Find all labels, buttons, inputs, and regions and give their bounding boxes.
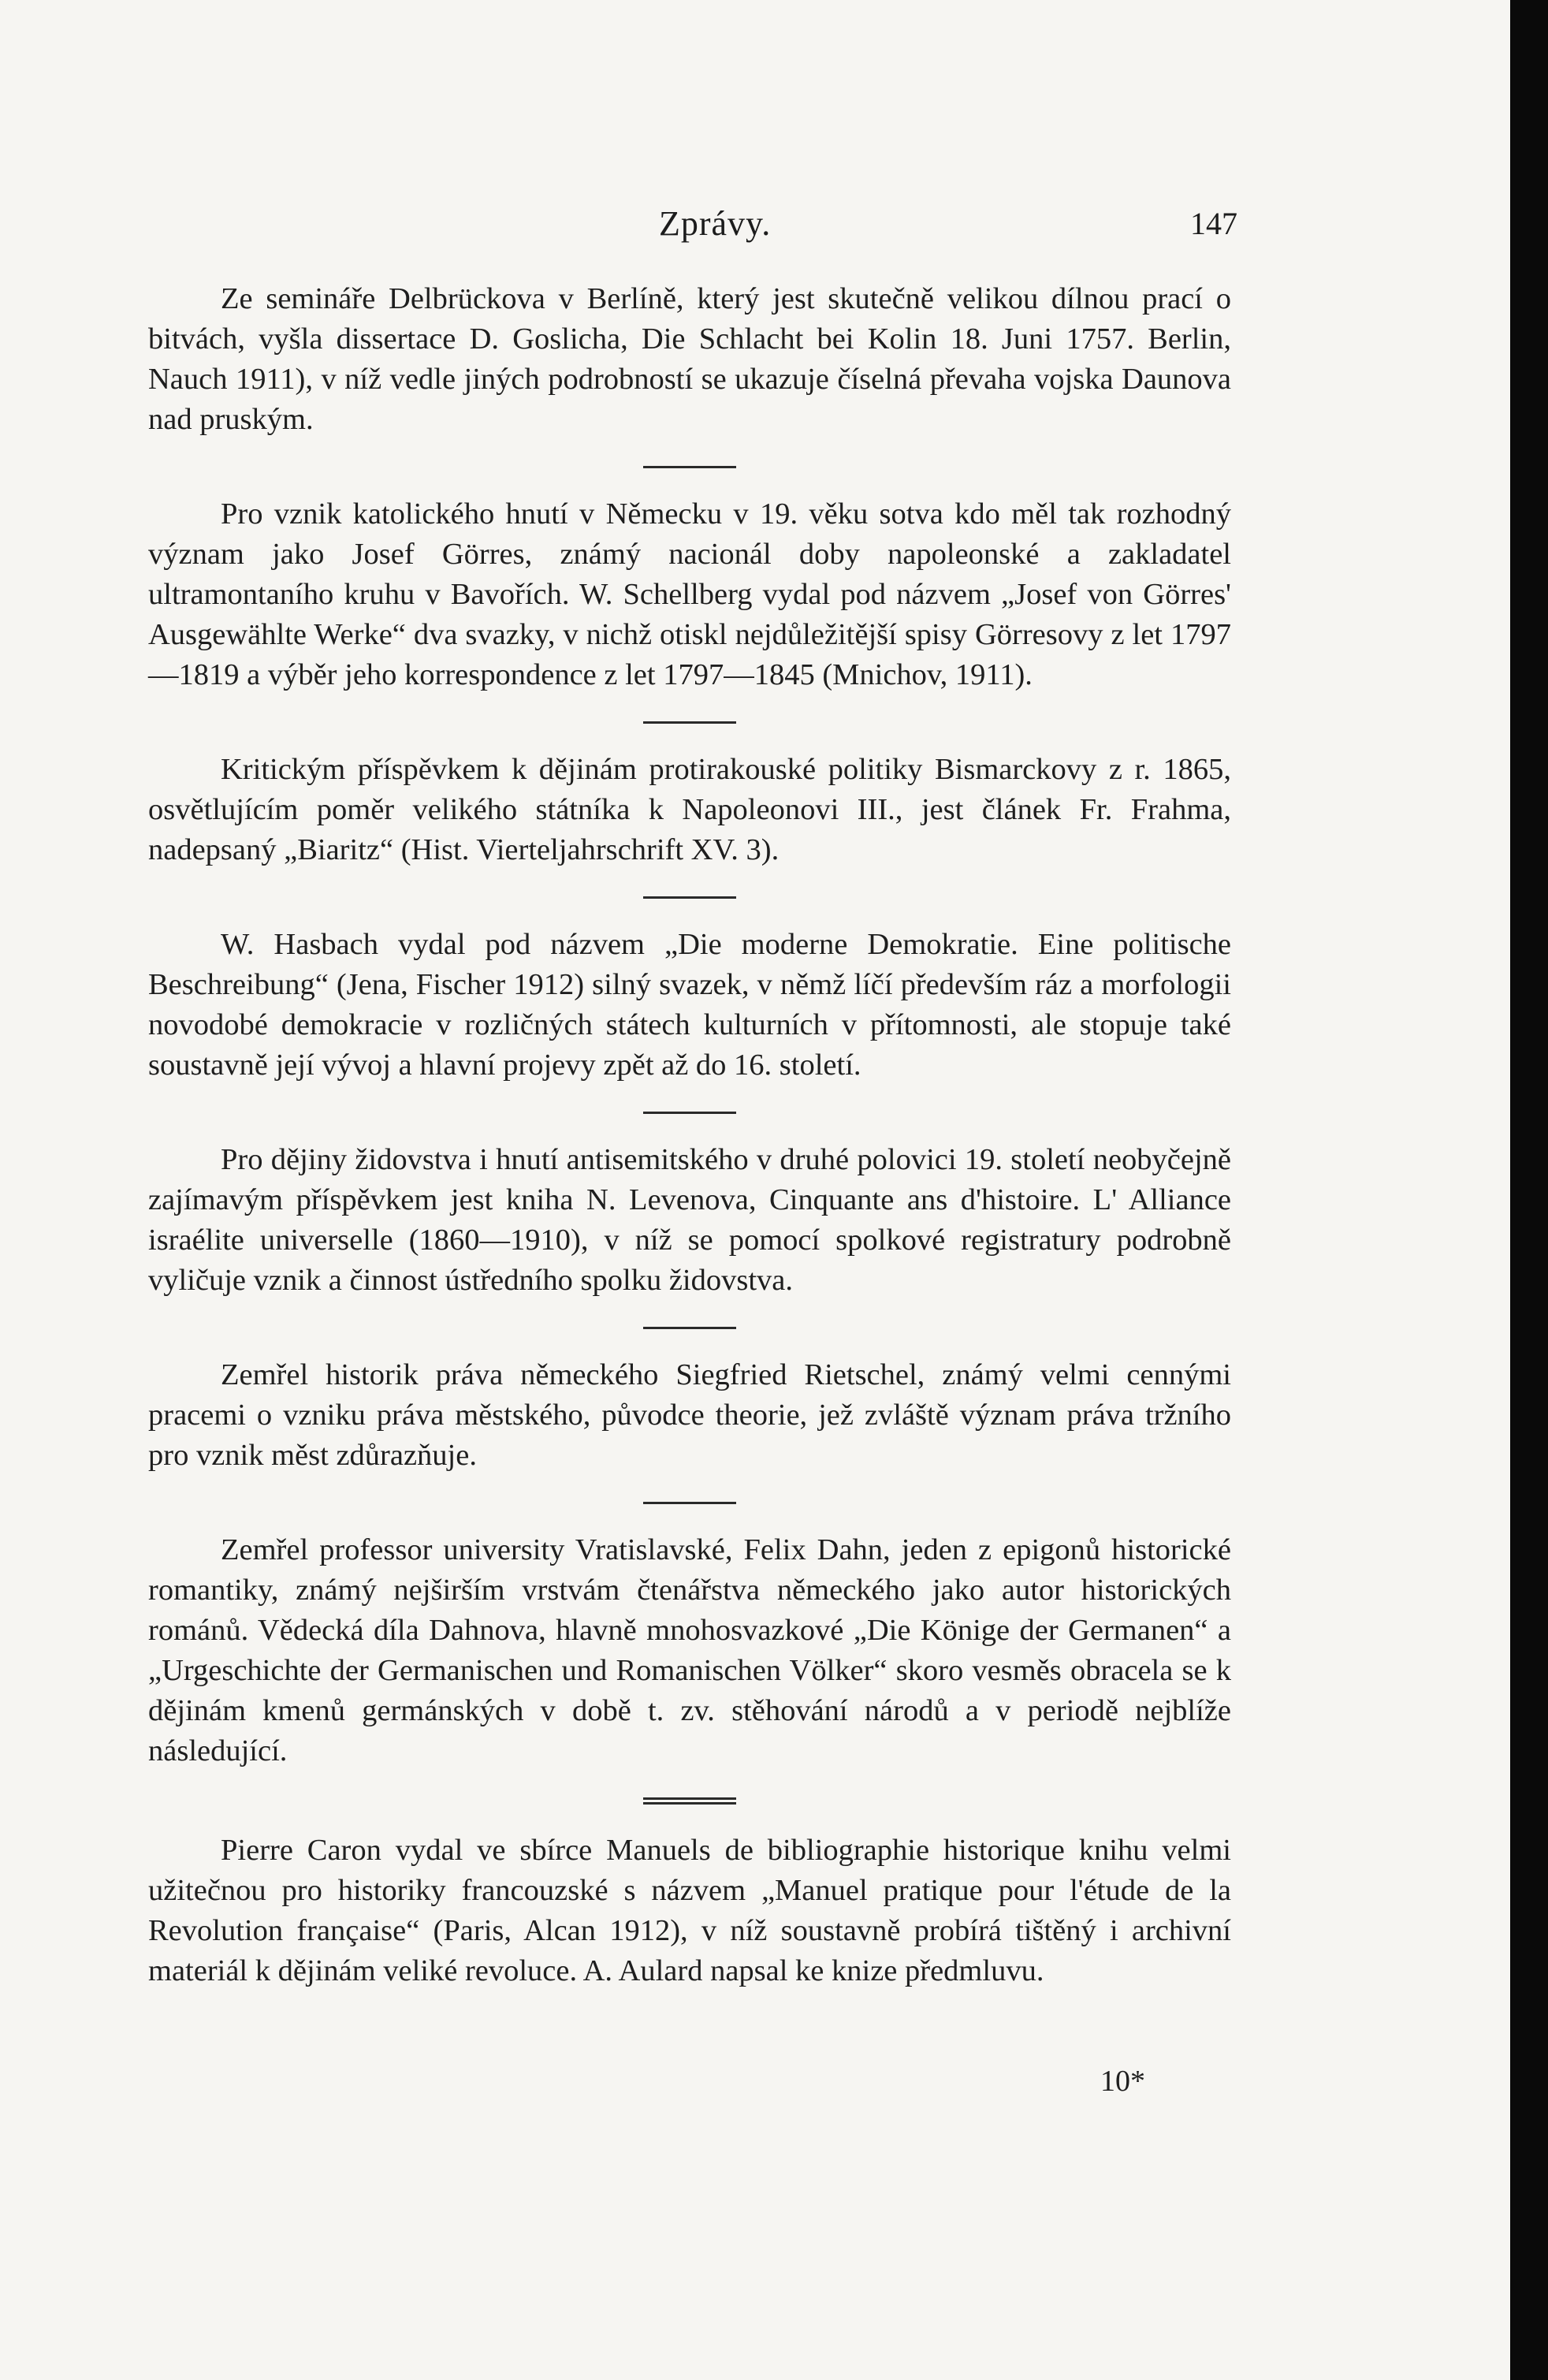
paragraph-gorres: Pro vznik katolického hnutí v Německu v 19. věku sotva kdo měl tak rozhodný význam jako Josef Görres, známý nacionál doby napoleonské a zakladatel ultramontaního kruhu v Bavořích. W. Schellberg vydal pod názvem „Josef von Görres' Ausgewählte Werke“ dva svazky, v nichž otiskl nejdůležitější spisy Görresovy z let 1797—1819 a výběr jeho korrespondence z let 1797—1845 (Mnichov, 1911). <box>148 497 1231 691</box>
section-divider <box>643 1327 736 1329</box>
section-divider <box>643 466 736 468</box>
article-body <box>148 279 1231 1991</box>
section-divider <box>643 1502 736 1504</box>
section-divider <box>643 1112 736 1114</box>
paragraph-frahm: Kritickým příspěvkem k dějinám protirakouské politiky Bismarckovy z r. 1865, osvětlujícím poměr velikého státníka k Napoleonovi III., jest článek Fr. Frahma, nadepsaný „Biaritz“ (Hist. Vierteljahrschrift XV. 3). <box>148 753 1231 866</box>
running-head <box>0 203 1510 251</box>
page-header-title: Zprávy. <box>659 204 772 243</box>
paragraph-rietschel: Zemřel historik práva německého Siegfried Rietschel, známý velmi cennými pracemi o vzniku práva městského, původce theorie, jež zvláště význam práva tržního pro vznik měst zdůrazňuje. <box>148 1358 1231 1472</box>
section-divider <box>643 721 736 724</box>
section-divider <box>643 896 736 899</box>
paragraph-dahn: Zemřel professor university Vratislavské, Felix Dahn, jeden z epigonů historické romantiky, známý nejširším vrstvám čtenářstva německého jako autor historických románů. Vědecká díla Dahnova, hlavně mnohosvazkové „Die Könige der Germanen“ a „Urgeschichte der Germanischen und Romanischen Völker“ skoro vesměs obracela se k dějinám kmenů germánských v době t. zv. stěhování národů a v periodě nejblíže následující. <box>148 1533 1231 1767</box>
page-number: 147 <box>1190 206 1237 241</box>
double-section-divider <box>643 1797 736 1805</box>
scan-edge <box>1510 0 1548 2380</box>
paragraph-goslich: Ze semináře Delbrückova v Berlíně, který jest skutečně velikou dílnou prací o bitvách, vyšla dissertace D. Goslicha, Die Schlacht bei Kolin 18. Juni 1757. Berlin, Nauch 1911), v níž vedle jiných podrobností se ukazuje číselná převaha vojska Daunova nad pruským. <box>148 282 1231 436</box>
paragraph-caron: Pierre Caron vydal ve sbírce Manuels de bibliographie historique knihu velmi užitečnou pro historiky francouzské s názvem „Manuel pratique pour l'étude de la Revolution française“ (Paris, Alcan 1912), v níž soustavně probírá tištěný i archivní materiál k dějinám veliké revoluce. A. Aulard napsal ke knize předmluvu. <box>148 1834 1231 1987</box>
printer-signature-mark: 10* <box>1100 2065 1145 2098</box>
paragraph-hasbach: W. Hasbach vydal pod názvem „Die moderne Demokratie. Eine politische Beschreibung“ (Jena, Fischer 1912) silný svazek, v němž líčí především ráz a morfologii novodobé demokracie v rozličných státech kulturních v přítomnosti, ale stopuje také soustavně její vývoj a hlavní projevy zpět až do 16. století. <box>148 928 1231 1082</box>
paragraph-leven: Pro dějiny židovstva i hnutí antisemitského v druhé polovici 19. století neobyčejně zajímavým příspěvkem jest kniha N. Levenova, Cinquante ans d'histoire. L' Alliance israélite universelle (1860—1910), v níž se pomocí spolkové registratury podrobně vyličuje vznik a činnost ústředního spolku židovstva. <box>148 1143 1231 1297</box>
